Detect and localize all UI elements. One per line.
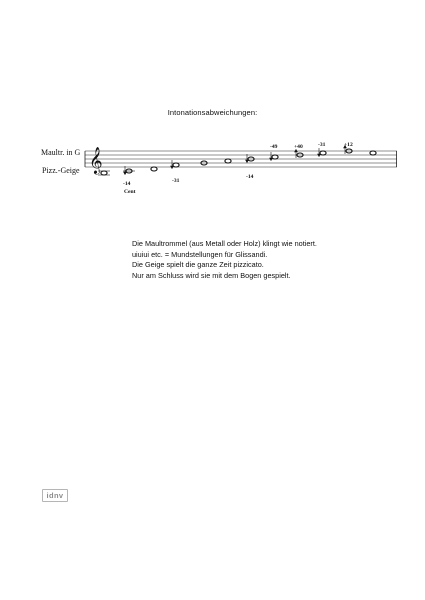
intonation-heading: Intonationsabweichungen: xyxy=(167,108,258,117)
note-line-2: uiuiui etc. = Mundstellungen für Glissandi. xyxy=(132,249,268,259)
deviation-2: -31 xyxy=(172,178,180,184)
note-line-3: Die Geige spielt die ganze Zeit pizzicato. xyxy=(132,260,264,270)
performance-notes xyxy=(132,239,317,281)
note-4 xyxy=(173,163,179,167)
deviation-1: -14 xyxy=(123,181,131,187)
publisher-logo: idnv xyxy=(42,489,68,502)
note-line-1: Die Maultrommel (aus Metall oder Holz) klingt wie notiert. xyxy=(132,239,317,248)
note-8 xyxy=(272,155,278,159)
note-3 xyxy=(151,167,157,171)
note-6 xyxy=(225,159,231,163)
label-maultrommel: Maultr. in G xyxy=(41,148,81,157)
note-line-4: Nur am Schluss wird sie mit dem Bogen gespielt. xyxy=(132,270,291,280)
deviation-5: +40 xyxy=(294,144,303,150)
note-12 xyxy=(370,151,376,155)
deviation-4: -49 xyxy=(270,144,278,150)
treble-clef-icon: 𝄞 xyxy=(89,148,103,174)
note-heads xyxy=(101,149,376,175)
note-10 xyxy=(320,151,326,155)
label-pizz-geige: Pizz.-Geige xyxy=(42,166,80,175)
deviation-6: -31 xyxy=(318,142,326,148)
deviation-3: -14 xyxy=(246,174,254,180)
cent-unit-label: Cent xyxy=(124,189,136,195)
deviation-7: +12 xyxy=(344,142,353,148)
